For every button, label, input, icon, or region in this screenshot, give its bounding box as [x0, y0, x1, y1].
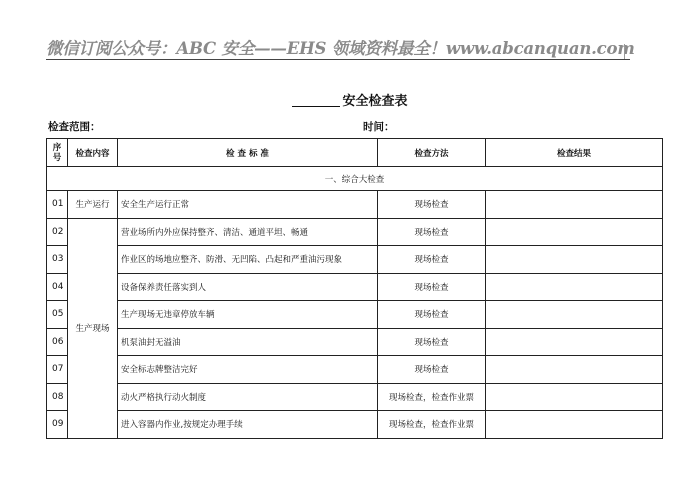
row-no: 09: [47, 411, 68, 439]
row-result: [486, 273, 663, 301]
row-method: 现场检查: [378, 191, 486, 219]
row-no: 01: [47, 191, 68, 219]
row-standard: 作业区的场地应整齐、防滑、无凹陷、凸起和严重油污现象: [118, 246, 378, 274]
header-result: 检查结果: [486, 139, 663, 167]
table-row: [47, 328, 663, 356]
row-method: 现场检查: [378, 301, 486, 329]
table-row: [47, 246, 663, 274]
row-standard: 安全标志牌整洁完好: [118, 356, 378, 384]
row-method: 现场检查，检查作业票: [378, 411, 486, 439]
table-header-row: [47, 139, 663, 167]
table-row: [47, 273, 663, 301]
row-no: 08: [47, 383, 68, 411]
table-row: [47, 383, 663, 411]
title-blank-line: [292, 92, 340, 107]
row-no: 06: [47, 328, 68, 356]
row-result: [486, 191, 663, 219]
header-no-line2: 号: [52, 152, 62, 163]
row-standard: 安全生产运行正常: [118, 191, 378, 219]
row-standard: 机泵油封无溢油: [118, 328, 378, 356]
section-title: 一、综合大检查: [47, 167, 663, 191]
row-result: [486, 411, 663, 439]
row-no: 04: [47, 273, 68, 301]
title-text: 安全检查表: [342, 94, 408, 109]
row-method: 现场检查: [378, 356, 486, 384]
row-no: 03: [47, 246, 68, 274]
row-method: 现场检查，检查作业票: [378, 383, 486, 411]
time-label: 时间：: [363, 121, 395, 133]
row-standard: 营业场所内外应保持整齐、清洁、通道平坦、畅通: [118, 218, 378, 246]
inspection-table: [46, 138, 663, 439]
scope-label: 检查范围：: [48, 121, 101, 133]
row-result: [486, 246, 663, 274]
row-content-merged: 生产现场: [68, 218, 118, 438]
row-no: 07: [47, 356, 68, 384]
row-result: [486, 328, 663, 356]
table-row: [47, 301, 663, 329]
table-row: [47, 356, 663, 384]
row-result: [486, 356, 663, 384]
header-standard: 检 查 标 准: [118, 139, 378, 167]
watermark-header: 微信订阅公众号：ABC 安全——EHS 领域资料最全！www.abcanquan.com: [46, 39, 635, 58]
section-row: [47, 167, 663, 191]
table-row: [47, 218, 663, 246]
row-standard: 进入容器内作业,按规定办理手续: [118, 411, 378, 439]
row-standard: 设备保养责任落实到人: [118, 273, 378, 301]
row-standard: 生产现场无违章停放车辆: [118, 301, 378, 329]
header-no: [47, 139, 68, 167]
row-method: 现场检查: [378, 218, 486, 246]
table-row: [47, 411, 663, 439]
row-result: [486, 301, 663, 329]
page-title: [0, 90, 700, 109]
row-method: 现场检查: [378, 273, 486, 301]
header-method: 检查方法: [378, 139, 486, 167]
header-no-line1: 序: [52, 142, 62, 153]
row-result: [486, 218, 663, 246]
row-method: 现场检查: [378, 246, 486, 274]
row-content: 生产运行: [68, 191, 118, 219]
table-row: [47, 191, 663, 219]
row-standard: 动火严格执行动火制度: [118, 383, 378, 411]
row-result: [486, 383, 663, 411]
row-no: 05: [47, 301, 68, 329]
header-divider: [46, 59, 630, 60]
row-no: 02: [47, 218, 68, 246]
header-tick-mark: [624, 44, 625, 59]
row-method: 现场检查: [378, 328, 486, 356]
header-content: 检查内容: [68, 139, 118, 167]
